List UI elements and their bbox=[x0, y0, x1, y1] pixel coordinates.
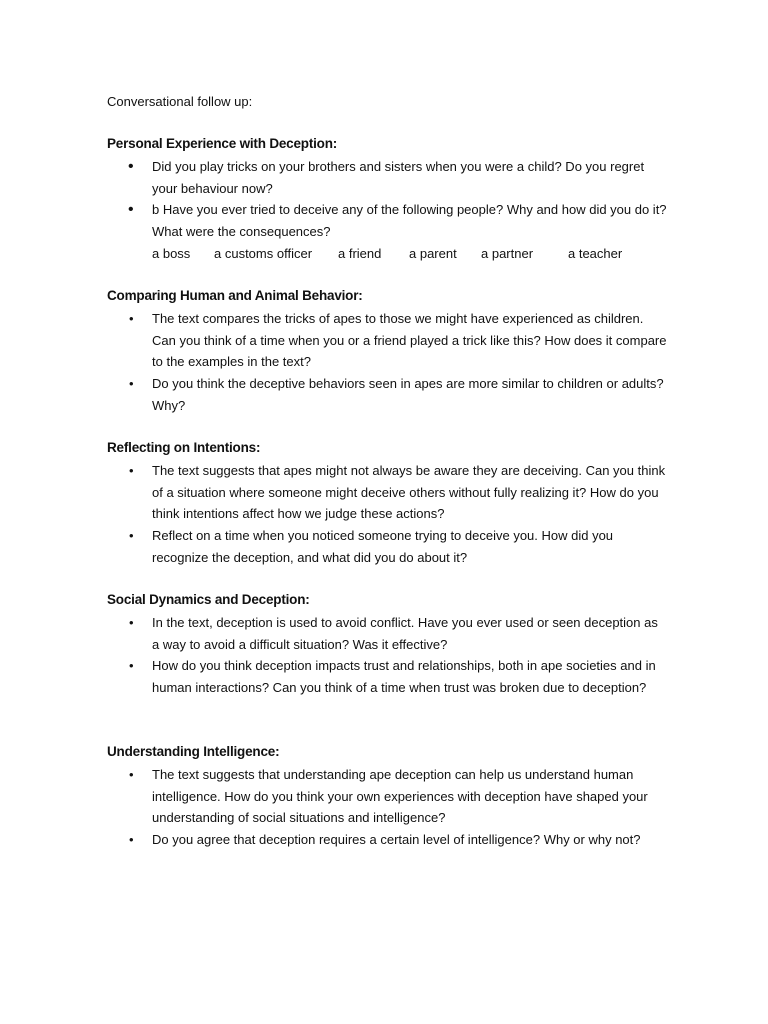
bullet-dot-icon: • bbox=[129, 615, 134, 630]
section-human-animal bbox=[107, 286, 667, 417]
people-options bbox=[152, 243, 667, 265]
people-option: a partner bbox=[481, 245, 534, 261]
list-item bbox=[107, 829, 667, 851]
list-item bbox=[107, 308, 667, 373]
people-option: a customs officer bbox=[214, 245, 313, 261]
section-intelligence bbox=[107, 742, 667, 851]
section-intentions bbox=[107, 438, 667, 569]
bullet-dot-icon: • bbox=[129, 528, 134, 544]
section-heading: Reflecting on Intentions: bbox=[107, 440, 261, 455]
section-heading: Social Dynamics and Deception: bbox=[107, 592, 310, 607]
section-personal-experience bbox=[107, 134, 667, 265]
people-option: a teacher bbox=[568, 245, 623, 261]
intro-text: Conversational follow up: bbox=[107, 94, 253, 109]
section-heading: Personal Experience with Deception: bbox=[107, 136, 338, 151]
bullet-list bbox=[107, 612, 667, 699]
list-item bbox=[107, 764, 667, 829]
list-item bbox=[107, 199, 667, 264]
bullet-list bbox=[107, 460, 667, 569]
list-item-text: Do you agree that deception requires a certain level of intelligence? Why or why not? bbox=[152, 832, 641, 848]
list-item-text: b Have you ever tried to deceive any of the following people? Why and how did you do it? What were the consequences? bbox=[152, 202, 667, 240]
bullet-dot-icon: • bbox=[129, 463, 134, 478]
bullet-dot-icon: • bbox=[128, 158, 134, 175]
list-item bbox=[107, 156, 667, 199]
people-option: a boss bbox=[152, 245, 191, 261]
bullet-dot-icon: • bbox=[129, 376, 134, 392]
bullet-dot-icon: • bbox=[129, 658, 134, 674]
section-heading: Understanding Intelligence: bbox=[107, 744, 280, 759]
bullet-dot-icon: • bbox=[129, 767, 134, 782]
bullet-list bbox=[107, 764, 667, 851]
list-item bbox=[107, 460, 667, 525]
section-heading: Comparing Human and Animal Behavior: bbox=[107, 288, 363, 303]
list-item bbox=[107, 525, 667, 568]
list-item-text: How do you think deception impacts trust and relationships, both in ape societies and in human interactions? Can you think of a time when trust was broken due to deception? bbox=[152, 658, 656, 696]
list-item bbox=[107, 373, 667, 416]
list-item-text: Did you play tricks on your brothers and sisters when you were a child? Do you regret your behaviour now? bbox=[152, 159, 645, 196]
list-item bbox=[107, 655, 667, 698]
bullet-dot-icon: • bbox=[129, 832, 134, 848]
list-item-text: Do you think the deceptive behaviors seen in apes are more similar to children or adults? Why? bbox=[152, 376, 664, 413]
list-item-text: In the text, deception is used to avoid conflict. Have you ever used or seen deception as a way to avoid a difficult situation? Was it effective? bbox=[152, 615, 658, 652]
bullet-dot-icon: • bbox=[128, 201, 134, 219]
list-item-text: The text suggests that understanding ape deception can help us understand human intelligence. How do you think your own experiences with deception have shaped your understanding of social situations and intelligence? bbox=[152, 767, 648, 826]
bullet-dot-icon: • bbox=[129, 311, 134, 326]
list-item bbox=[107, 612, 667, 655]
people-option: a friend bbox=[338, 245, 382, 261]
list-item-text: The text compares the tricks of apes to those we might have experienced as children. Can you think of a time when you or a friend played a trick like this? How does it compare to the examples in the text? bbox=[152, 311, 667, 370]
section-social-dynamics bbox=[107, 590, 667, 699]
people-option: a parent bbox=[409, 245, 457, 261]
bullet-list bbox=[107, 308, 667, 417]
bullet-list bbox=[107, 156, 667, 265]
list-item-text: Reflect on a time when you noticed someone trying to deceive you. How did you recognize the deception, and what did you do about it? bbox=[152, 528, 614, 565]
list-item-text: The text suggests that apes might not always be aware they are deceiving. Can you think of a situation where someone might deceive others without fully realizing it? How do you think intentions affect how we judge these actions? bbox=[152, 463, 666, 522]
